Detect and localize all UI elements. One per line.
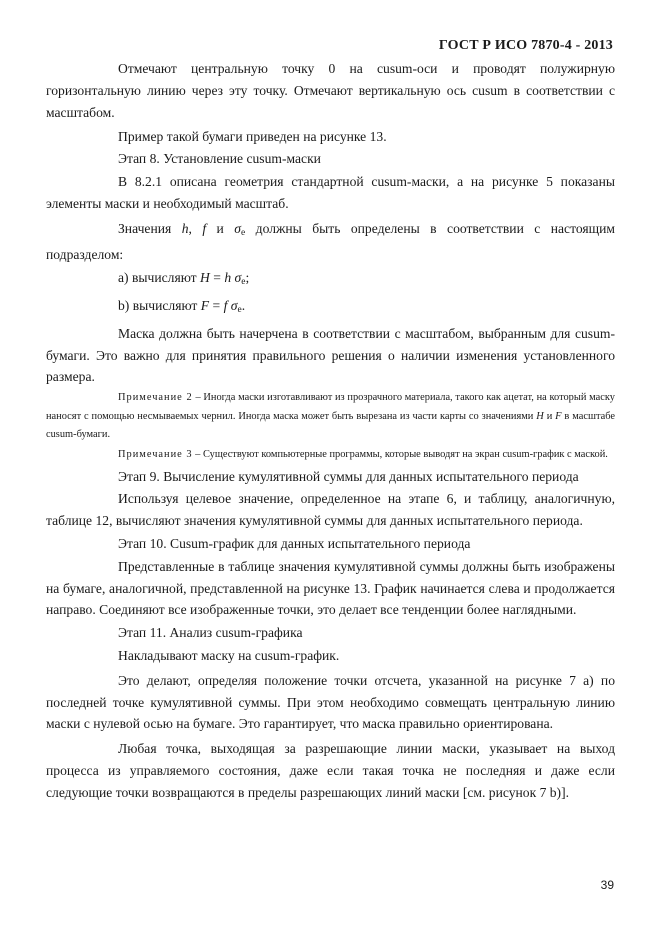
document-body (46, 58, 615, 803)
stage-heading: Этап 8. Установление cusum-маски (118, 151, 321, 167)
paragraph: Маска должна быть начерчена в соответствии с масштабом, выбранным для cusum-бумаги. Это важно для принятия правильного решения о наличии изменения установленного размера. (46, 325, 615, 385)
stage-heading: Этап 9. Вычисление кумулятивной суммы для данных испытательного периода (118, 468, 579, 484)
list-item-a: a) вычисляют H = h $\sigma_e$; (118, 270, 250, 288)
paragraph: Пример такой бумаги приведен на рисунке 13. (118, 129, 387, 145)
paragraph: Используя целевое значение, определенное на этапе 6, и таблицу, аналогичную, таблице 12, вычисляют значения кумулятивной суммы для данных испытательного периода. (46, 491, 615, 529)
list-item-b: b) вычисляют F = f $\sigma_e$. (118, 297, 246, 315)
note-3: Примечание 3 – Существуют компьютерные программы, которые выводят на экран cusum-график с маской. (118, 448, 608, 460)
stage-heading: Этап 10. Cusum-график для данных испытательного периода (118, 535, 471, 551)
paragraph: Представленные в таблице значения кумулятивной суммы должны быть изображены на бумаге, аналогичной, представленной на рисунке 13. График начинается слева и продолжается направо. Соединяют все изображенные точки, это делает все тенденции более наглядными. (46, 558, 615, 618)
paragraph: Отмечают центральную точку 0 на cusum-оси и проводят полужирную горизонтальную линию через эту точку. Отмечают вертикальную ось cusum в соответствии с масштабом. (46, 61, 615, 120)
paragraph: Это делают, определяя положение точки отсчета, указанной на рисунке 7 a) по последней точке кумулятивной суммы. При этом необходимо совмещать центральную линию маски с нулевой осью на бумаге. Это гарантирует, что маска правильно ориентирована. (46, 672, 615, 732)
paragraph-values: Значения h, f и $\sigma_e$ должны быть определены в соответствии с настоящим подразделом: (46, 220, 615, 263)
paragraph: Накладывают маску на cusum-график. (118, 647, 340, 663)
note-2: Примечание 2 – Иногда маски изготавливают из прозрачного материала, такого как ацетат, на который маску наносят с помощью несмываемых чернил. Иногда маска может быть вырезана из части карты со значениями H и F в масштабе cusum-бумаги. (46, 392, 616, 441)
document-header: ГОСТ Р ИСО 7870-4 - 2013 (438, 38, 613, 53)
paragraph: В 8.2.1 описана геометрия стандартной cusum-маски, а на рисунке 5 показаны элементы маски и необходимый масштаб. (46, 173, 615, 211)
stage-heading: Этап 11. Анализ cusum-графика (118, 625, 303, 641)
paragraph: Любая точка, выходящая за разрешающие линии маски, указывает на выход процесса из управляемого состояния, даже если такая точка не последняя и даже если следующие точки возвращаются в пределы разрешающих линий маски [см. рисунок 7 b)]. (46, 741, 615, 800)
page-number: 39 (600, 878, 614, 892)
